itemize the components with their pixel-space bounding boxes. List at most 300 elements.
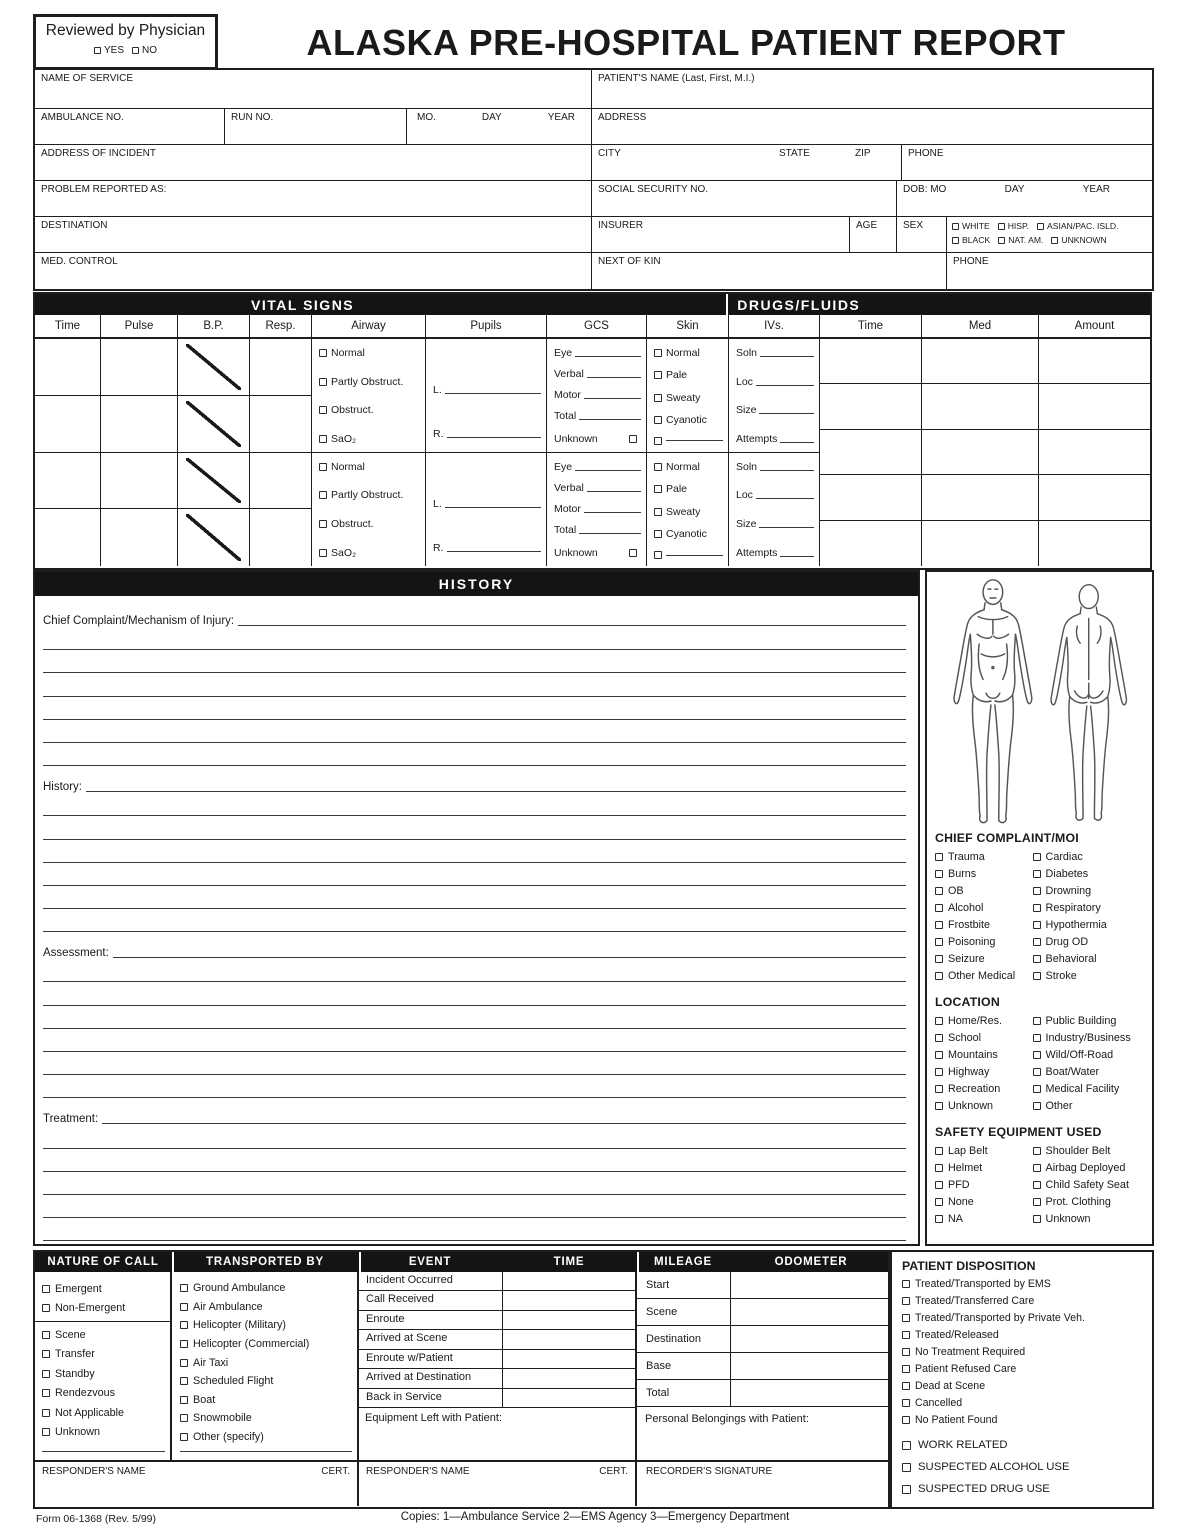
recorder-signature-label: RECORDER'S SIGNATURE (646, 1466, 773, 1477)
ruled-line[interactable] (43, 1075, 906, 1098)
safety-equipment-title: SAFETY EQUIPMENT USED (935, 1125, 1102, 1139)
checkbox-icon[interactable] (94, 47, 101, 54)
ev-value-cell[interactable] (502, 1330, 635, 1348)
mileage-rows (637, 1272, 888, 1407)
ruled-line[interactable] (43, 840, 906, 863)
drug-time-column (820, 339, 922, 566)
responder-name-cell-left[interactable] (35, 1462, 359, 1506)
checkbox-icon[interactable] (902, 1314, 910, 1322)
checkbox-icon[interactable] (319, 378, 327, 386)
write-in-line[interactable] (113, 957, 906, 958)
checkbox-icon[interactable] (42, 1428, 50, 1436)
checkbox-icon[interactable] (935, 921, 943, 929)
bar-divider (359, 1252, 361, 1272)
mi-row (637, 1299, 888, 1326)
ruled-line[interactable] (43, 697, 906, 720)
checkbox-label: Partly Obstruct. (331, 375, 404, 388)
field-phone[interactable] (902, 145, 1152, 180)
mi-value-cell[interactable] (730, 1353, 888, 1379)
checkbox-icon[interactable] (935, 904, 943, 912)
write-in-line[interactable] (579, 419, 641, 420)
drug-med-cell[interactable] (922, 339, 1038, 384)
checkbox-icon[interactable] (654, 508, 662, 516)
checkbox-label: Pale (666, 369, 688, 382)
time-cell[interactable] (35, 509, 100, 566)
resp-cell[interactable] (250, 453, 311, 510)
field-label: INSURER (598, 220, 644, 231)
resp-column (250, 339, 312, 566)
chief-complaint-moi-list (935, 848, 1147, 984)
checkbox-icon[interactable] (1033, 887, 1041, 895)
checkbox-icon[interactable] (1051, 237, 1058, 244)
ev-row (359, 1389, 635, 1408)
resp-cell[interactable] (250, 509, 311, 566)
resp-cell[interactable] (250, 339, 311, 396)
checkbox-icon[interactable] (319, 520, 327, 528)
field-sex[interactable] (897, 217, 947, 252)
time-cell[interactable] (35, 396, 100, 453)
checkbox-icon[interactable] (935, 1164, 943, 1172)
write-in-line[interactable] (584, 512, 641, 513)
write-in-line[interactable] (86, 791, 906, 792)
time-cell[interactable] (35, 339, 100, 396)
checkbox-icon[interactable] (935, 1051, 943, 1059)
equipment-left-cell[interactable] (359, 1408, 635, 1460)
field-ambulance-no[interactable] (35, 109, 225, 144)
checkbox-option (935, 1142, 1033, 1159)
checkbox-icon[interactable] (180, 1414, 188, 1422)
checkbox-icon[interactable] (319, 463, 327, 471)
drug-amount-cell[interactable] (1039, 475, 1150, 520)
checkbox-icon[interactable] (902, 1365, 910, 1373)
checkbox-icon[interactable] (935, 870, 943, 878)
ev-value-cell[interactable] (502, 1311, 635, 1329)
checkbox-option (180, 1409, 352, 1428)
checkbox-label: Normal (666, 460, 700, 473)
checkbox-icon[interactable] (654, 485, 662, 493)
field-address[interactable] (592, 109, 1152, 144)
write-in-line[interactable] (238, 625, 906, 626)
checkbox-label: Boat (193, 1393, 216, 1406)
pulse-cell[interactable] (101, 453, 177, 510)
vital-signs-title: VITAL SIGNS (251, 296, 355, 313)
field-run-no[interactable] (225, 109, 407, 144)
mi-label: Destination (646, 1333, 702, 1345)
ruled-line[interactable] (43, 982, 906, 1005)
write-in-line[interactable] (759, 527, 814, 528)
checkbox-icon[interactable] (42, 1304, 50, 1312)
label-line-row (554, 347, 641, 359)
skin-group-1 (647, 339, 728, 453)
checkbox-option (935, 848, 1033, 865)
treatment-lines (43, 1125, 906, 1241)
ruled-line[interactable] (43, 886, 906, 909)
checkbox-icon[interactable] (319, 435, 327, 443)
odometer-title: ODOMETER (774, 1256, 848, 1268)
checkbox-icon[interactable] (319, 491, 327, 499)
checkbox-icon[interactable] (902, 1297, 910, 1305)
checkbox-icon[interactable] (319, 549, 327, 557)
line-label: Attempts (736, 432, 778, 445)
checkbox-icon[interactable] (180, 1284, 188, 1292)
write-in-line[interactable] (780, 556, 814, 557)
field-age[interactable] (850, 217, 897, 252)
checkbox-icon[interactable] (1033, 1181, 1041, 1189)
checkbox-icon[interactable] (935, 938, 943, 946)
drug-amount-cell[interactable] (1039, 521, 1150, 566)
drug-amount-cell[interactable] (1039, 384, 1150, 429)
drug-time-cell[interactable] (820, 339, 921, 384)
checkbox-icon[interactable] (654, 349, 662, 357)
time-cell[interactable] (35, 453, 100, 510)
write-in-line[interactable] (756, 385, 814, 386)
time-column (35, 339, 101, 566)
checkbox-option (319, 547, 420, 559)
mileage-odometer-box (637, 1272, 888, 1460)
checkbox-icon[interactable] (654, 416, 662, 424)
checkbox-icon[interactable] (42, 1350, 50, 1358)
checkbox-option (902, 1434, 1148, 1456)
checkbox-icon[interactable] (902, 1485, 911, 1494)
checkbox-icon[interactable] (1033, 1051, 1041, 1059)
mi-value-cell[interactable] (730, 1272, 888, 1298)
checkbox-icon[interactable] (319, 406, 327, 414)
field-date[interactable] (407, 109, 592, 144)
ev-value-cell[interactable] (502, 1369, 635, 1387)
mi-row (637, 1380, 888, 1407)
checkbox-icon[interactable] (1033, 1198, 1041, 1206)
label-line-row (554, 389, 641, 401)
write-in-line[interactable] (587, 491, 641, 492)
bar-divider (637, 1252, 639, 1272)
transported-by-box (172, 1272, 359, 1460)
ruled-line[interactable] (43, 863, 906, 886)
checkbox-icon[interactable] (952, 223, 959, 230)
checkbox-option (1033, 967, 1147, 984)
body-diagram[interactable] (935, 575, 1146, 828)
checkbox-icon[interactable] (902, 1399, 910, 1407)
drug-time-cell[interactable] (820, 384, 921, 429)
label-line-row (554, 368, 641, 380)
pulse-cell[interactable] (101, 339, 177, 396)
checkbox-option (952, 221, 990, 231)
checkbox-icon[interactable] (132, 47, 139, 54)
checkbox-option (998, 235, 1043, 245)
field-label: MED. CONTROL (41, 256, 118, 267)
field-label: ADDRESS (598, 112, 647, 123)
field-next-of-kin[interactable] (592, 253, 947, 289)
checkbox-option (935, 899, 1033, 916)
bp-cell[interactable] (178, 339, 249, 396)
checkbox-icon[interactable] (180, 1340, 188, 1348)
write-in-line[interactable] (579, 533, 641, 534)
field-insurer[interactable] (592, 217, 850, 252)
checkbox-icon[interactable] (935, 972, 943, 980)
drug-med-cell[interactable] (922, 430, 1038, 475)
checkbox-icon[interactable] (654, 551, 662, 559)
write-in-line[interactable] (575, 470, 641, 471)
checkbox-icon[interactable] (935, 1068, 943, 1076)
checkbox-option (935, 1176, 1033, 1193)
checkbox-option (902, 1293, 1148, 1310)
ev-value-cell[interactable] (502, 1350, 635, 1368)
ruled-line[interactable] (43, 650, 906, 673)
checkbox-icon[interactable] (1033, 955, 1041, 963)
write-in-line[interactable] (666, 555, 723, 556)
checkbox-option (654, 347, 723, 359)
checkbox-icon[interactable] (998, 237, 1005, 244)
drug-amount-cell[interactable] (1039, 339, 1150, 384)
write-in-line[interactable] (447, 551, 542, 552)
checkbox-icon[interactable] (42, 1285, 50, 1293)
checkbox-label: Lap Belt (948, 1144, 988, 1157)
ev-value-cell[interactable] (502, 1389, 635, 1407)
ruled-line[interactable] (43, 743, 906, 766)
checkbox-icon[interactable] (935, 1198, 943, 1206)
checkbox-icon[interactable] (1033, 921, 1041, 929)
checkbox-icon[interactable] (935, 1102, 943, 1110)
checkbox-label: Medical Facility (1045, 1082, 1120, 1095)
field-kin-phone[interactable] (947, 253, 1152, 289)
checkbox-label: School (948, 1031, 982, 1044)
checkbox-icon[interactable] (629, 549, 637, 557)
drug-time-cell[interactable] (820, 475, 921, 520)
checkbox-icon[interactable] (1033, 904, 1041, 912)
skin-column (647, 339, 729, 566)
checkbox-option (42, 1325, 165, 1345)
write-in-line[interactable] (180, 1446, 352, 1452)
checkbox-icon[interactable] (935, 955, 943, 963)
checkbox-icon[interactable] (1033, 972, 1041, 980)
checkbox-option (902, 1360, 1148, 1377)
field-dob[interactable] (897, 181, 1152, 216)
ruled-line[interactable] (43, 1029, 906, 1052)
ruled-line[interactable] (43, 1149, 906, 1172)
checkbox-icon[interactable] (629, 435, 637, 443)
assessment-label: Assessment: (43, 947, 109, 960)
ruled-line[interactable] (43, 627, 906, 650)
checkbox-option (902, 1411, 1148, 1428)
write-in-line[interactable] (445, 507, 541, 508)
field-label: NEXT OF KIN (598, 256, 661, 267)
mileage-title: MILEAGE (654, 1256, 712, 1268)
checkbox-icon[interactable] (180, 1377, 188, 1385)
checkbox-icon[interactable] (902, 1441, 911, 1450)
ruled-line[interactable] (43, 816, 906, 839)
write-in-line[interactable] (447, 437, 542, 438)
checkbox-label: Partly Obstruct. (331, 489, 404, 502)
field-label: SEX (903, 220, 924, 231)
checkbox-label: SaO₂ (331, 432, 357, 445)
recorder-signature-cell[interactable] (637, 1462, 888, 1506)
checkbox-icon[interactable] (1033, 853, 1041, 861)
write-in-line[interactable] (42, 1442, 165, 1452)
ruled-line[interactable] (43, 1125, 906, 1148)
write-in-line[interactable] (587, 377, 641, 378)
checkbox-icon[interactable] (654, 463, 662, 471)
checkbox-icon[interactable] (1033, 1102, 1041, 1110)
checkbox-icon[interactable] (42, 1389, 50, 1397)
responder-name-cell-mid[interactable] (359, 1462, 637, 1506)
checkbox-option (1033, 1142, 1147, 1159)
checkbox-icon[interactable] (902, 1348, 910, 1356)
checkbox-label: Home/Res. (948, 1014, 1003, 1027)
checkbox-icon[interactable] (952, 237, 959, 244)
checkbox-icon[interactable] (654, 394, 662, 402)
field-name-of-service[interactable] (35, 70, 592, 108)
field-med-control[interactable] (35, 253, 592, 289)
assessment-row (43, 932, 906, 959)
gcs-unknown-label: Unknown (554, 432, 598, 445)
checkbox-option (1033, 899, 1147, 916)
checkbox-label: Hypothermia (1045, 918, 1107, 931)
write-in-line[interactable] (760, 470, 814, 471)
drug-med-cell[interactable] (922, 521, 1038, 566)
drug-amount-cell[interactable] (1039, 430, 1150, 475)
checkbox-icon[interactable] (998, 223, 1005, 230)
checkbox-icon[interactable] (902, 1382, 910, 1390)
ruled-line[interactable] (43, 1195, 906, 1218)
checkbox-label: Trauma (948, 850, 985, 863)
checkbox-icon[interactable] (935, 1085, 943, 1093)
checkbox-icon[interactable] (902, 1280, 910, 1288)
col-time: Time (35, 315, 101, 337)
checkbox-icon[interactable] (935, 853, 943, 861)
disposition-flags (902, 1434, 1148, 1500)
ruled-line[interactable] (43, 1218, 906, 1241)
ev-label: Arrived at Destination (366, 1371, 472, 1384)
write-in-line[interactable] (666, 440, 723, 441)
write-in-line[interactable] (445, 393, 541, 394)
checkbox-icon[interactable] (42, 1409, 50, 1417)
field-destination[interactable] (35, 217, 592, 252)
checkbox-icon[interactable] (654, 371, 662, 379)
checkbox-icon[interactable] (1033, 938, 1041, 946)
checkbox-icon[interactable] (902, 1463, 911, 1472)
ruled-line[interactable] (43, 959, 906, 982)
ev-value-cell[interactable] (502, 1272, 635, 1290)
checkbox-icon[interactable] (180, 1359, 188, 1367)
checkbox-icon[interactable] (1033, 870, 1041, 878)
checkbox-icon[interactable] (1037, 223, 1044, 230)
ruled-line[interactable] (43, 793, 906, 816)
checkbox-icon[interactable] (654, 530, 662, 538)
ruled-line[interactable] (43, 1172, 906, 1195)
checkbox-icon[interactable] (935, 1034, 943, 1042)
checkbox-label: Not Applicable (55, 1406, 125, 1419)
bp-cell[interactable] (178, 509, 249, 566)
checkbox-icon[interactable] (1033, 1068, 1041, 1076)
col-gcs: GCS (547, 315, 647, 337)
write-in-line[interactable] (575, 356, 641, 357)
ruled-line[interactable] (43, 1052, 906, 1075)
checkbox-option (935, 1046, 1033, 1063)
checkbox-option (319, 347, 420, 359)
patient-disposition-title: PATIENT DISPOSITION (902, 1259, 1036, 1273)
checkbox-icon[interactable] (42, 1331, 50, 1339)
mi-value-cell[interactable] (730, 1299, 888, 1325)
checkbox-label: Seizure (948, 952, 985, 965)
bp-cell[interactable] (178, 396, 249, 453)
checkbox-icon[interactable] (935, 1215, 943, 1223)
checkbox-icon[interactable] (42, 1370, 50, 1378)
checkbox-option (654, 414, 723, 426)
checkbox-icon[interactable] (1033, 1034, 1041, 1042)
checkbox-icon[interactable] (180, 1303, 188, 1311)
ruled-line[interactable] (43, 909, 906, 932)
write-in-line[interactable] (759, 413, 814, 414)
checkbox-option (42, 1403, 165, 1423)
checkbox-option (319, 433, 420, 445)
pupil-right-row (433, 542, 541, 554)
col-amount: Amount (1074, 320, 1115, 332)
checkbox-option (902, 1310, 1148, 1327)
checkbox-icon[interactable] (935, 1147, 943, 1155)
personal-belongings-cell[interactable] (637, 1407, 888, 1460)
mi-value-cell[interactable] (730, 1326, 888, 1352)
write-in-line[interactable] (780, 442, 814, 443)
ruled-line[interactable] (43, 720, 906, 743)
write-in-line[interactable] (760, 356, 814, 357)
pulse-cell[interactable] (101, 396, 177, 453)
ev-value-cell[interactable] (502, 1291, 635, 1309)
checkbox-option (935, 865, 1033, 882)
checkbox-icon[interactable] (902, 1416, 910, 1424)
checkbox-label: Behavioral (1045, 952, 1097, 965)
ruled-line[interactable] (43, 1006, 906, 1029)
drug-med-cell[interactable] (922, 475, 1038, 520)
checkbox-label: NAT. AM. (1008, 235, 1044, 245)
checkbox-label: Scene (55, 1328, 86, 1341)
checkbox-option (935, 933, 1033, 950)
checkbox-icon[interactable] (180, 1321, 188, 1329)
drug-time-cell[interactable] (820, 430, 921, 475)
checkbox-icon[interactable] (654, 437, 662, 445)
checkbox-label: Cyanotic (666, 528, 707, 541)
resp-cell[interactable] (250, 396, 311, 453)
field-problem-reported[interactable] (35, 181, 592, 216)
checkbox-icon[interactable] (180, 1433, 188, 1441)
mi-value-cell[interactable] (730, 1380, 888, 1406)
label-line-row (554, 410, 641, 422)
field-patient-name[interactable] (592, 70, 1152, 108)
write-in-line[interactable] (756, 498, 814, 499)
checkbox-icon[interactable] (319, 349, 327, 357)
checkbox-icon[interactable] (1033, 1085, 1041, 1093)
write-in-line[interactable] (584, 398, 641, 399)
pulse-cell[interactable] (101, 509, 177, 566)
airway-group-2 (312, 453, 425, 567)
drug-time-cell[interactable] (820, 521, 921, 566)
drug-med-cell[interactable] (922, 384, 1038, 429)
ruled-line[interactable] (43, 673, 906, 696)
field-city-state-zip[interactable] (592, 145, 902, 180)
checkbox-icon[interactable] (935, 1181, 943, 1189)
checkbox-icon[interactable] (902, 1331, 910, 1339)
line-label: Soln (736, 460, 758, 473)
checkbox-icon[interactable] (180, 1396, 188, 1404)
checkbox-icon[interactable] (935, 887, 943, 895)
field-ssn[interactable] (592, 181, 897, 216)
checkbox-icon[interactable] (1033, 1147, 1041, 1155)
checkbox-icon[interactable] (1033, 1017, 1041, 1025)
checkbox-icon[interactable] (1033, 1164, 1041, 1172)
field-address-of-incident[interactable] (35, 145, 592, 180)
checkbox-icon[interactable] (935, 1017, 943, 1025)
checkbox-icon[interactable] (1033, 1215, 1041, 1223)
write-in-line[interactable] (102, 1123, 906, 1124)
bp-cell[interactable] (178, 453, 249, 510)
